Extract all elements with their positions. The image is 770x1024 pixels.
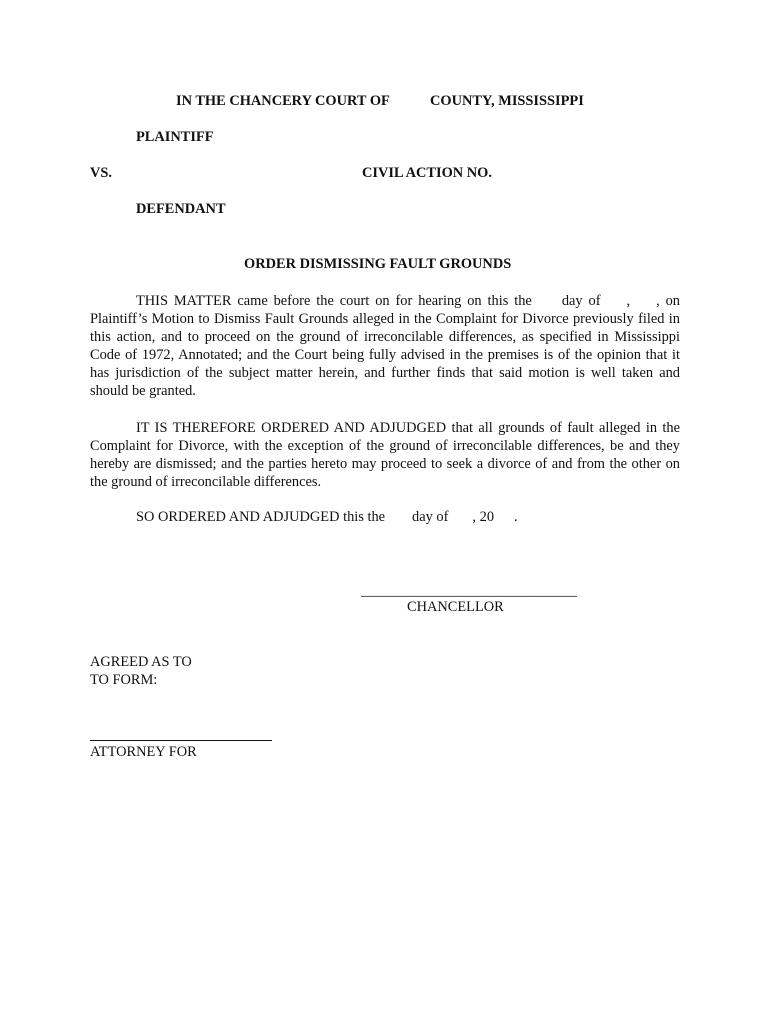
- defendant-label: DEFENDANT: [136, 201, 226, 217]
- so-ordered-period: .: [514, 509, 518, 525]
- attorney-for-label: ATTORNEY FOR: [90, 744, 197, 760]
- chancellor-label: CHANCELLOR: [407, 599, 504, 615]
- so-ordered-day-of: day of: [412, 509, 449, 525]
- paragraph-findings-body: , on Plaintiff’s Motion to Dismiss Fault Grounds alleged in the Complaint for Divorce previously filed in this action, and to proceed on the ground of irreconcilable differences, as specified in Mississippi Code of 1972, Annotated; and the Court being fully advised in the premises is of the opinion that it has jurisdiction of the subject matter herein, and further finds that said motion is well taken and should be granted.: [90, 293, 680, 399]
- paragraph-findings-comma: ,: [626, 293, 631, 309]
- civil-action-label: CIVIL ACTION NO.: [362, 165, 492, 181]
- chancellor-signature-line: ______________________________: [361, 583, 577, 599]
- so-ordered-text: SO ORDERED AND ADJUDGED this the: [136, 509, 386, 525]
- court-heading-suffix: COUNTY, MISSISSIPPI: [430, 93, 584, 109]
- paragraph-findings-intro: THIS MATTER came before the court on for hearing on this the: [136, 293, 532, 309]
- agreed-as-to-label: AGREED AS TO: [90, 654, 192, 670]
- order-title: ORDER DISMISSING FAULT GROUNDS: [244, 256, 512, 272]
- paragraph-findings-day-of: day of: [561, 293, 601, 309]
- so-ordered-line: [136, 509, 518, 526]
- court-heading-prefix: IN THE CHANCERY COURT OF: [176, 93, 390, 109]
- attorney-signature-line: [90, 740, 272, 741]
- so-ordered-year: , 20: [472, 509, 495, 525]
- paragraph-order-body: IT IS THEREFORE ORDERED AND ADJUDGED that all grounds of fault alleged in the Complaint for Divorce, with the exception of the ground of irreconcilable differences, be and they hereby are dismissed; and the parties hereto may proceed to seek a divorce of and from the other on the ground of irreconcilable differences.: [90, 420, 680, 490]
- plaintiff-label: PLAINTIFF: [136, 129, 214, 145]
- versus-label: VS.: [90, 165, 112, 181]
- paragraph-order: [90, 419, 680, 491]
- paragraph-findings: [90, 292, 680, 400]
- to-form-label: TO FORM:: [90, 672, 158, 688]
